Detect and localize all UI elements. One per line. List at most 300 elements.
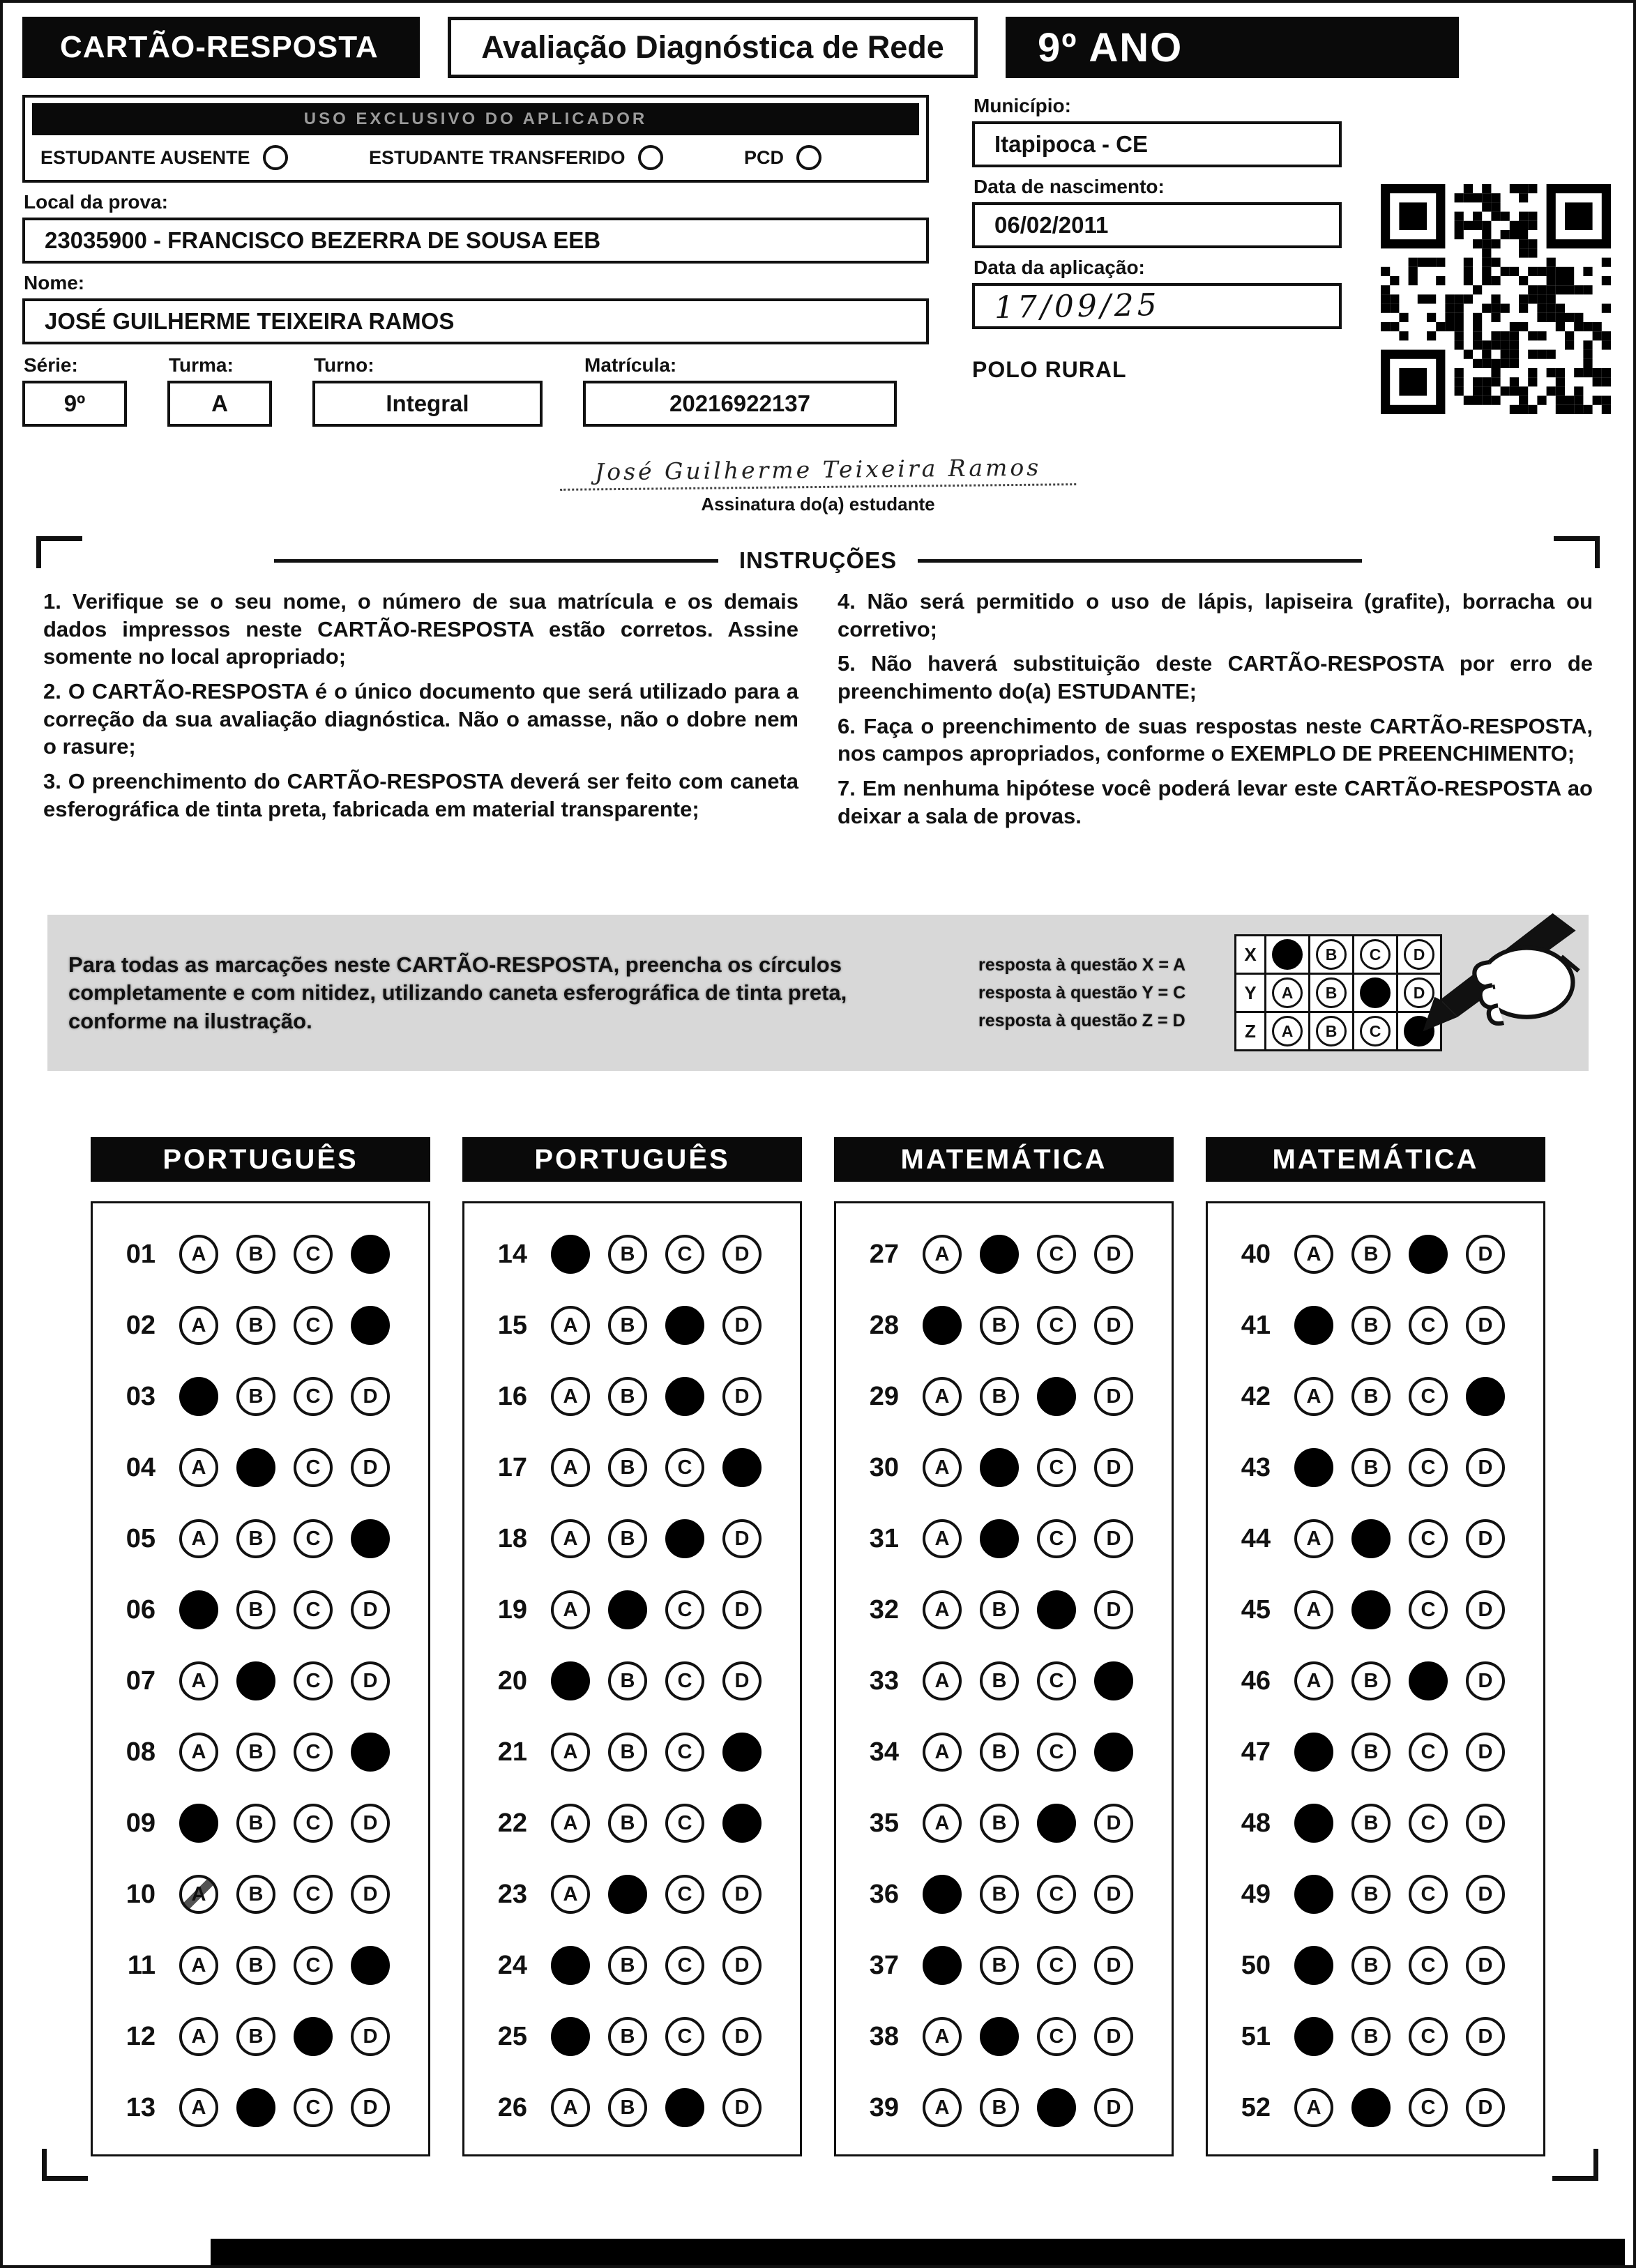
question-row bbox=[112, 1503, 428, 1574]
answer-bubble[interactable]: A bbox=[179, 1519, 218, 1558]
answer-bubble[interactable]: B bbox=[1351, 1448, 1391, 1487]
answer-bubble[interactable]: C bbox=[665, 1804, 704, 1843]
answer-bubble[interactable]: D bbox=[1466, 1590, 1505, 1629]
answer-bubble[interactable]: C bbox=[1409, 1804, 1448, 1843]
applicator-bar-title: USO EXCLUSIVO DO APLICADOR bbox=[32, 103, 919, 135]
answer-bubble[interactable]: C bbox=[294, 2088, 333, 2127]
question-row bbox=[1227, 1859, 1543, 1930]
answer-bubble[interactable] bbox=[1409, 1661, 1448, 1700]
answer-bubble[interactable]: B bbox=[1351, 1306, 1391, 1345]
answer-bubble[interactable]: D bbox=[1094, 1306, 1133, 1345]
answer-bubble[interactable]: A bbox=[923, 1235, 962, 1274]
answer-bubble[interactable]: A bbox=[179, 1448, 218, 1487]
answer-bubble[interactable] bbox=[980, 1235, 1019, 1274]
answer-bubble[interactable]: C bbox=[1037, 1661, 1076, 1700]
question-number: 45 bbox=[1241, 1595, 1271, 1624]
answer-bubble[interactable] bbox=[1094, 1733, 1133, 1772]
answer-bubble[interactable] bbox=[179, 1804, 218, 1843]
answer-bubble[interactable]: C bbox=[1409, 2088, 1448, 2127]
answer-bubble[interactable]: B bbox=[1351, 1875, 1391, 1914]
exam-title: Avaliação Diagnóstica de Rede bbox=[448, 17, 978, 78]
answer-bubble[interactable]: C bbox=[1409, 2017, 1448, 2056]
answer-bubble[interactable] bbox=[1351, 1519, 1391, 1558]
answer-bubble[interactable] bbox=[1294, 1875, 1333, 1914]
answer-bubble[interactable]: C bbox=[294, 1946, 333, 1985]
answer-bubble[interactable]: D bbox=[1466, 1235, 1505, 1274]
answer-bubble[interactable]: D bbox=[1094, 1519, 1133, 1558]
question-number: 19 bbox=[497, 1595, 527, 1624]
answer-bubble[interactable]: C bbox=[665, 1590, 704, 1629]
question-number: 12 bbox=[126, 2021, 156, 2051]
answer-bubble[interactable]: D bbox=[1094, 2088, 1133, 2127]
answer-bubble[interactable]: D bbox=[722, 1235, 762, 1274]
answer-bubble[interactable]: C bbox=[665, 2017, 704, 2056]
aplicacao-label: Data da aplicação: bbox=[974, 257, 1145, 278]
question-row bbox=[484, 1717, 800, 1788]
answer-bubble[interactable]: B bbox=[608, 1306, 647, 1345]
question-row bbox=[112, 1219, 428, 1290]
answer-bubble[interactable] bbox=[608, 1590, 647, 1629]
question-number: 13 bbox=[126, 2092, 156, 2122]
answer-bubble[interactable] bbox=[923, 1946, 962, 1985]
answer-bubble[interactable]: A bbox=[179, 1235, 218, 1274]
answer-bubble[interactable]: A bbox=[179, 1733, 218, 1772]
question-row bbox=[856, 1219, 1172, 1290]
answer-bubble[interactable] bbox=[351, 1306, 390, 1345]
instructions-right-column bbox=[838, 588, 1593, 837]
answer-section bbox=[462, 1137, 802, 2156]
question-number: 36 bbox=[869, 1879, 899, 1909]
question-number: 47 bbox=[1241, 1737, 1271, 1767]
question-row bbox=[484, 1219, 800, 1290]
answer-bubble[interactable] bbox=[665, 2088, 704, 2127]
answer-bubble[interactable]: D bbox=[722, 1875, 762, 1914]
answer-bubble[interactable]: D bbox=[1466, 1875, 1505, 1914]
question-row bbox=[112, 1290, 428, 1361]
answer-bubble[interactable] bbox=[1037, 1804, 1076, 1843]
answer-section bbox=[91, 1137, 430, 2156]
answer-bubble[interactable]: B bbox=[608, 1377, 647, 1416]
answer-bubble[interactable] bbox=[1294, 1946, 1333, 1985]
question-row bbox=[856, 1290, 1172, 1361]
answer-bubble[interactable]: B bbox=[608, 2088, 647, 2127]
answer-bubble[interactable]: B bbox=[236, 1306, 275, 1345]
question-row bbox=[112, 1361, 428, 1432]
answer-bubble[interactable] bbox=[1466, 1377, 1505, 1416]
answer-bubble[interactable]: C bbox=[665, 1235, 704, 1274]
answer-bubble[interactable]: D bbox=[722, 1946, 762, 1985]
applicator-radio[interactable] bbox=[638, 145, 663, 170]
answer-bubble[interactable]: C bbox=[1409, 1590, 1448, 1629]
example-bubble[interactable]: B bbox=[1316, 977, 1347, 1008]
answer-bubble[interactable]: C bbox=[665, 1875, 704, 1914]
answer-bubble[interactable]: C bbox=[294, 1804, 333, 1843]
example-bubble[interactable]: A bbox=[1272, 977, 1303, 1008]
example-bubble[interactable]: A bbox=[1272, 1016, 1303, 1047]
answer-bubble[interactable]: A bbox=[551, 1590, 590, 1629]
answer-bubble[interactable] bbox=[665, 1377, 704, 1416]
answer-bubble[interactable]: B bbox=[236, 1733, 275, 1772]
answer-bubble[interactable]: A bbox=[923, 1377, 962, 1416]
answer-bubble[interactable]: A bbox=[179, 2017, 218, 2056]
answer-bubble[interactable]: C bbox=[1037, 1306, 1076, 1345]
answer-bubble[interactable] bbox=[1294, 1448, 1333, 1487]
corner-bracket-top-right bbox=[1554, 536, 1600, 568]
answer-bubble[interactable] bbox=[1094, 1661, 1133, 1700]
answer-bubble[interactable]: B bbox=[608, 1804, 647, 1843]
answer-bubble[interactable]: C bbox=[294, 1377, 333, 1416]
answer-bubble[interactable]: B bbox=[980, 1661, 1019, 1700]
answer-bubble[interactable]: B bbox=[1351, 1661, 1391, 1700]
question-number: 41 bbox=[1241, 1310, 1271, 1340]
fill-instructions-note: Para todas as marcações neste CARTÃO-RESPOSTA, preencha os círculos completamente e com nitidez, utilizando caneta esferográfica de tinta preta, conforme na ilustração. bbox=[68, 952, 847, 1033]
question-number: 21 bbox=[497, 1737, 527, 1767]
answer-bubble[interactable]: B bbox=[608, 1235, 647, 1274]
answer-bubble[interactable]: A bbox=[923, 2088, 962, 2127]
answer-bubble[interactable]: B bbox=[980, 1733, 1019, 1772]
answer-bubble[interactable]: C bbox=[294, 1875, 333, 1914]
question-number: 15 bbox=[497, 1310, 527, 1340]
answer-bubble[interactable]: D bbox=[351, 2088, 390, 2127]
answer-bubble[interactable]: A bbox=[923, 1733, 962, 1772]
answer-bubble[interactable] bbox=[551, 1235, 590, 1274]
answer-bubble[interactable]: C bbox=[294, 1590, 333, 1629]
matricula-value: 20216922137 bbox=[583, 381, 897, 427]
answer-bubble[interactable]: D bbox=[1466, 1946, 1505, 1985]
answer-bubble[interactable]: C bbox=[1037, 2017, 1076, 2056]
answer-bubble[interactable]: D bbox=[1094, 1448, 1133, 1487]
turma-value: A bbox=[167, 381, 272, 427]
card-title: CARTÃO-RESPOSTA bbox=[22, 17, 420, 78]
serie-row bbox=[22, 346, 929, 427]
answer-bubble[interactable]: C bbox=[1037, 1733, 1076, 1772]
answer-bubble[interactable]: C bbox=[1037, 1235, 1076, 1274]
answer-bubble[interactable]: C bbox=[294, 1661, 333, 1700]
example-bubble[interactable]: D bbox=[1404, 977, 1434, 1008]
answer-bubble[interactable]: C bbox=[1409, 1875, 1448, 1914]
answer-bubble[interactable]: D bbox=[1466, 1804, 1505, 1843]
answer-bubble[interactable]: B bbox=[608, 1519, 647, 1558]
question-row bbox=[1227, 1717, 1543, 1788]
answer-bubble[interactable]: B bbox=[236, 1590, 275, 1629]
nascimento-label: Data de nascimento: bbox=[974, 176, 1165, 197]
answer-bubble[interactable]: A bbox=[179, 2088, 218, 2127]
answer-bubble[interactable]: C bbox=[294, 1306, 333, 1345]
answer-bubble[interactable] bbox=[980, 1448, 1019, 1487]
answer-bubble[interactable] bbox=[351, 1946, 390, 1985]
question-row bbox=[1227, 1788, 1543, 1859]
answer-bubble[interactable]: A bbox=[923, 1804, 962, 1843]
answer-bubble[interactable]: C bbox=[1409, 1733, 1448, 1772]
answer-bubble[interactable] bbox=[722, 1804, 762, 1843]
heading-rule-right bbox=[918, 559, 1362, 563]
answer-bubble[interactable]: C bbox=[1409, 1519, 1448, 1558]
question-row bbox=[856, 1503, 1172, 1574]
answer-bubble[interactable]: A bbox=[923, 1590, 962, 1629]
answer-bubble[interactable]: B bbox=[980, 2088, 1019, 2127]
answer-bubble[interactable]: B bbox=[236, 1946, 275, 1985]
answer-bubble[interactable]: C bbox=[294, 1733, 333, 1772]
answer-bubble[interactable]: B bbox=[1351, 1946, 1391, 1985]
answer-bubble[interactable]: A bbox=[551, 1804, 590, 1843]
answer-bubble[interactable]: C bbox=[294, 1448, 333, 1487]
answer-bubble[interactable]: B bbox=[980, 1875, 1019, 1914]
answer-bubble[interactable]: C bbox=[1409, 1946, 1448, 1985]
answer-bubble[interactable]: A bbox=[923, 2017, 962, 2056]
answer-bubble[interactable]: B bbox=[980, 1306, 1019, 1345]
answer-bubble[interactable] bbox=[1294, 1733, 1333, 1772]
example-bubble[interactable] bbox=[1272, 939, 1303, 970]
answer-bubble[interactable]: B bbox=[980, 1804, 1019, 1843]
answer-bubble[interactable]: D bbox=[1094, 1804, 1133, 1843]
answer-bubble[interactable] bbox=[236, 1661, 275, 1700]
answer-bubble[interactable]: D bbox=[351, 1377, 390, 1416]
answer-bubble[interactable]: B bbox=[980, 1590, 1019, 1629]
answer-bubble[interactable]: D bbox=[722, 1661, 762, 1700]
answer-bubble[interactable]: D bbox=[1466, 2088, 1505, 2127]
question-row bbox=[856, 1859, 1172, 1930]
answer-bubble[interactable]: A bbox=[1294, 2088, 1333, 2127]
answer-bubble[interactable] bbox=[1294, 2017, 1333, 2056]
answer-bubble[interactable]: A bbox=[1294, 1235, 1333, 1274]
answer-bubble[interactable] bbox=[722, 1733, 762, 1772]
answer-bubble[interactable] bbox=[1409, 1235, 1448, 1274]
form-left-column bbox=[22, 95, 929, 427]
answer-bubble[interactable] bbox=[1351, 2088, 1391, 2127]
question-row bbox=[484, 1432, 800, 1503]
question-row bbox=[484, 1788, 800, 1859]
answer-bubble[interactable]: B bbox=[980, 1946, 1019, 1985]
answer-bubble[interactable] bbox=[1037, 2088, 1076, 2127]
answer-bubble[interactable]: D bbox=[722, 2088, 762, 2127]
question-number: 46 bbox=[1241, 1666, 1271, 1696]
question-row bbox=[1227, 1645, 1543, 1717]
answer-bubble[interactable]: A bbox=[1294, 1590, 1333, 1629]
nome-value: JOSÉ GUILHERME TEIXEIRA RAMOS bbox=[22, 298, 929, 344]
answer-bubble[interactable] bbox=[980, 1519, 1019, 1558]
corner-bracket-top-left bbox=[36, 536, 82, 568]
question-number: 42 bbox=[1241, 1381, 1271, 1411]
question-number: 37 bbox=[869, 1950, 899, 1980]
answer-bubble[interactable] bbox=[294, 2017, 333, 2056]
answer-bubble[interactable]: C bbox=[665, 1448, 704, 1487]
municipio-label: Município: bbox=[974, 95, 1071, 116]
answer-bubble[interactable]: C bbox=[1037, 1448, 1076, 1487]
answer-bubble[interactable]: D bbox=[351, 1661, 390, 1700]
question-row bbox=[484, 1503, 800, 1574]
question-row bbox=[1227, 2001, 1543, 2072]
answer-bubble[interactable] bbox=[351, 1519, 390, 1558]
instructions-title: INSTRUÇÕES bbox=[739, 547, 897, 573]
municipio-value: Itapipoca - CE bbox=[972, 121, 1342, 167]
answer-bubble[interactable]: D bbox=[722, 1590, 762, 1629]
answer-bubble[interactable] bbox=[236, 2088, 275, 2127]
answer-bubble[interactable]: C bbox=[1037, 1519, 1076, 1558]
question-number: 35 bbox=[869, 1808, 899, 1838]
answer-bubble[interactable] bbox=[1294, 1306, 1333, 1345]
answer-bubble[interactable] bbox=[608, 1875, 647, 1914]
question-number: 49 bbox=[1241, 1879, 1271, 1909]
answer-bubble[interactable] bbox=[1351, 1590, 1391, 1629]
answer-bubble[interactable]: C bbox=[665, 1946, 704, 1985]
answer-bubble[interactable]: D bbox=[1466, 1661, 1505, 1700]
answer-bubble[interactable]: C bbox=[1409, 1306, 1448, 1345]
answer-bubble[interactable] bbox=[1037, 1590, 1076, 1629]
answer-bubble[interactable]: B bbox=[1351, 1804, 1391, 1843]
answer-bubble[interactable]: A bbox=[923, 1661, 962, 1700]
applicator-option-label: ESTUDANTE TRANSFERIDO bbox=[369, 146, 626, 168]
answer-bubble[interactable]: B bbox=[980, 1377, 1019, 1416]
answer-bubble[interactable]: A bbox=[551, 1377, 590, 1416]
answer-bubble[interactable]: D bbox=[351, 1448, 390, 1487]
answer-bubble[interactable] bbox=[236, 1448, 275, 1487]
answer-bubble[interactable]: D bbox=[1466, 1733, 1505, 1772]
answer-bubble[interactable] bbox=[551, 1946, 590, 1985]
answer-bubble[interactable] bbox=[923, 1875, 962, 1914]
question-row bbox=[856, 1788, 1172, 1859]
answer-bubble[interactable]: C bbox=[665, 1733, 704, 1772]
answer-bubble[interactable]: C bbox=[665, 1661, 704, 1700]
answer-bubble[interactable]: D bbox=[722, 1377, 762, 1416]
applicator-radio[interactable] bbox=[796, 145, 821, 170]
answer-bubble[interactable]: B bbox=[236, 1875, 275, 1914]
question-number: 14 bbox=[497, 1239, 527, 1269]
answer-bubble[interactable]: D bbox=[1094, 1875, 1133, 1914]
answer-bubble[interactable]: A bbox=[179, 1946, 218, 1985]
answer-bubble[interactable]: A bbox=[1294, 1377, 1333, 1416]
answer-bubble[interactable] bbox=[980, 2017, 1019, 2056]
answer-bubble[interactable]: D bbox=[1094, 1235, 1133, 1274]
answer-bubble[interactable]: C bbox=[1409, 1448, 1448, 1487]
answer-bubble[interactable] bbox=[1294, 1804, 1333, 1843]
answer-bubble[interactable]: D bbox=[351, 2017, 390, 2056]
answer-bubble[interactable]: A bbox=[551, 1519, 590, 1558]
answer-bubble[interactable]: A bbox=[551, 2088, 590, 2127]
answer-bubble[interactable]: A bbox=[179, 1661, 218, 1700]
example-cell bbox=[1264, 1011, 1310, 1051]
question-number: 25 bbox=[497, 2021, 527, 2051]
answer-bubble[interactable]: B bbox=[608, 1661, 647, 1700]
question-row bbox=[1227, 2072, 1543, 2143]
answer-bubble[interactable]: B bbox=[236, 2017, 275, 2056]
example-bubble[interactable]: B bbox=[1316, 939, 1347, 970]
turno-group bbox=[312, 346, 543, 427]
answer-bubble[interactable] bbox=[923, 1306, 962, 1345]
answer-bubble[interactable]: C bbox=[1037, 1946, 1076, 1985]
answer-bubble[interactable] bbox=[551, 2017, 590, 2056]
answer-bubble[interactable]: B bbox=[1351, 1733, 1391, 1772]
example-cell bbox=[1264, 973, 1310, 1013]
applicator-radio[interactable] bbox=[263, 145, 288, 170]
answer-bubble[interactable]: A bbox=[551, 1875, 590, 1914]
answer-bubble[interactable]: B bbox=[1351, 1235, 1391, 1274]
question-row bbox=[856, 1645, 1172, 1717]
example-legend-line: resposta à questão Y = C bbox=[978, 983, 1186, 1003]
answer-bubble[interactable]: D bbox=[1094, 1590, 1133, 1629]
answer-bubble[interactable] bbox=[665, 1306, 704, 1345]
answer-bubble[interactable] bbox=[1037, 1377, 1076, 1416]
answer-bubble[interactable] bbox=[551, 1661, 590, 1700]
answer-bubble[interactable] bbox=[179, 1377, 218, 1416]
answer-bubble[interactable]: D bbox=[1466, 2017, 1505, 2056]
answer-bubble[interactable]: D bbox=[351, 1590, 390, 1629]
question-row bbox=[112, 1859, 428, 1930]
answer-bubble[interactable]: D bbox=[722, 1306, 762, 1345]
answer-bubble[interactable]: D bbox=[722, 1519, 762, 1558]
question-row bbox=[856, 2001, 1172, 2072]
answer-bubble[interactable] bbox=[722, 1448, 762, 1487]
answer-bubble[interactable]: D bbox=[1094, 2017, 1133, 2056]
answer-bubble[interactable]: A bbox=[551, 1733, 590, 1772]
answer-bubble[interactable]: D bbox=[1466, 1306, 1505, 1345]
answer-bubble[interactable]: B bbox=[236, 1804, 275, 1843]
answer-bubble[interactable] bbox=[351, 1235, 390, 1274]
answer-bubble[interactable]: B bbox=[236, 1235, 275, 1274]
answer-bubble[interactable]: B bbox=[1351, 1377, 1391, 1416]
answer-bubble[interactable]: A bbox=[1294, 1661, 1333, 1700]
answer-bubble[interactable]: D bbox=[1094, 1946, 1133, 1985]
question-number: 07 bbox=[126, 1666, 156, 1696]
question-row bbox=[1227, 1290, 1543, 1361]
instruction-item: 1. Verifique se o seu nome, o número de sua matrícula e os demais dados impressos neste CARTÃO-RESPOSTA estão corretos. Assine somente no local apropriado; bbox=[43, 589, 798, 669]
answer-bubble[interactable] bbox=[179, 1590, 218, 1629]
example-cell bbox=[1264, 934, 1310, 975]
answer-bubble[interactable]: B bbox=[608, 1448, 647, 1487]
answer-bubble[interactable]: D bbox=[1094, 1377, 1133, 1416]
answer-bubble[interactable]: B bbox=[1351, 2017, 1391, 2056]
answer-bubble[interactable]: A bbox=[179, 1306, 218, 1345]
answer-bubble[interactable]: B bbox=[236, 1377, 275, 1416]
answer-bubble[interactable]: A bbox=[923, 1448, 962, 1487]
answer-bubble[interactable]: D bbox=[1466, 1448, 1505, 1487]
answer-bubble[interactable]: A bbox=[551, 1306, 590, 1345]
answer-bubble[interactable]: C bbox=[294, 1519, 333, 1558]
applicator-option bbox=[744, 145, 821, 170]
answer-bubble[interactable]: B bbox=[236, 1519, 275, 1558]
answer-bubble[interactable]: B bbox=[608, 2017, 647, 2056]
answer-bubble[interactable]: C bbox=[1409, 1377, 1448, 1416]
answer-bubble[interactable]: D bbox=[351, 1875, 390, 1914]
answer-bubble[interactable]: C bbox=[294, 1235, 333, 1274]
answer-bubble[interactable]: C bbox=[1037, 1875, 1076, 1914]
answer-bubble[interactable]: D bbox=[722, 2017, 762, 2056]
answer-bubble[interactable]: A bbox=[551, 1448, 590, 1487]
answer-bubble[interactable] bbox=[665, 1519, 704, 1558]
question-row bbox=[1227, 1361, 1543, 1432]
answer-bubble[interactable]: A bbox=[1294, 1519, 1333, 1558]
example-bubble[interactable]: B bbox=[1316, 1016, 1347, 1047]
example-bubble[interactable]: C bbox=[1360, 1016, 1391, 1047]
answer-bubble[interactable] bbox=[351, 1733, 390, 1772]
answer-bubble[interactable]: B bbox=[608, 1733, 647, 1772]
question-row bbox=[112, 1717, 428, 1788]
example-bubble[interactable]: D bbox=[1404, 939, 1434, 970]
answer-bubble[interactable]: D bbox=[1466, 1519, 1505, 1558]
question-number: 24 bbox=[497, 1950, 527, 1980]
student-form bbox=[22, 95, 1614, 438]
nascimento-value: 06/02/2011 bbox=[972, 202, 1342, 248]
header bbox=[22, 17, 1614, 78]
question-number: 17 bbox=[497, 1452, 527, 1482]
answer-bubble[interactable]: B bbox=[608, 1946, 647, 1985]
answer-bubble[interactable]: A bbox=[179, 1875, 218, 1914]
example-bubble[interactable]: C bbox=[1360, 939, 1391, 970]
answer-bubble[interactable]: D bbox=[351, 1804, 390, 1843]
turno-label: Turno: bbox=[314, 354, 374, 376]
answer-bubble[interactable]: A bbox=[923, 1519, 962, 1558]
instructions-section bbox=[43, 547, 1593, 837]
question-number: 33 bbox=[869, 1666, 899, 1696]
